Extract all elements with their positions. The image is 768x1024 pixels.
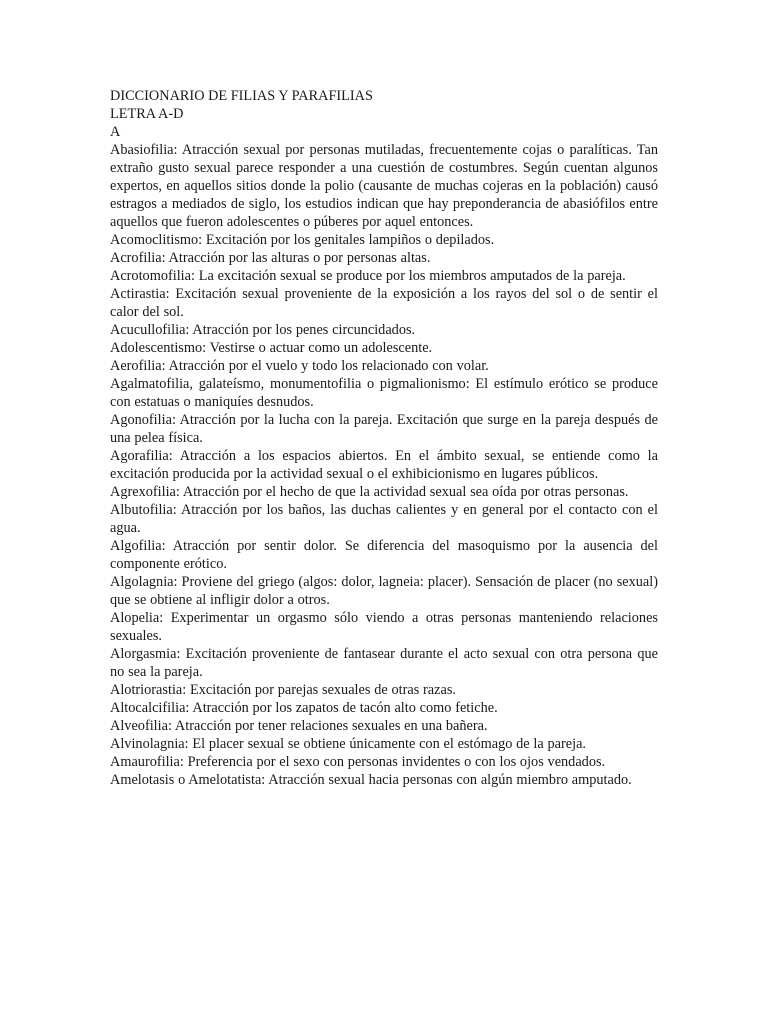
entry-actirastia: Actirastia: Excitación sexual proveniente de la exposición a los rayos del sol o de sentir el calor del sol. <box>110 286 658 320</box>
entry-acrotomofilia: Acrotomofilia: La excitación sexual se produce por los miembros amputados de la pareja. <box>110 268 626 284</box>
document-subtitle: LETRA A-D <box>110 106 184 122</box>
entry-algolagnia: Algolagnia: Proviene del griego (algos: dolor, lagneia: placer). Sensación de placer (no sexual) que se obtiene al infligir dolor a otros. <box>110 574 658 608</box>
entry-alveofilia: Alveofilia: Atracción por tener relaciones sexuales en una bañera. <box>110 718 488 734</box>
entry-agrexofilia: Agrexofilia: Atracción por el hecho de que la actividad sexual sea oída por otras personas. <box>110 484 629 500</box>
entry-alopelia: Alopelia: Experimentar un orgasmo sólo viendo a otras personas manteniendo relaciones sexuales. <box>110 610 658 644</box>
entry-list <box>110 141 658 789</box>
entry-alotriorastia: Alotriorastia: Excitación por parejas sexuales de otras razas. <box>110 682 456 698</box>
entry-agonofilia: Agonofilia: Atracción por la lucha con la pareja. Excitación que surge en la pareja después de una pelea física. <box>110 412 658 446</box>
document-title: DICCIONARIO DE FILIAS Y PARAFILIAS <box>110 88 373 104</box>
entry-acucullofilia: Acucullofilia: Atracción por los penes circuncidados. <box>110 322 416 338</box>
entry-aerofilia: Aerofilia: Atracción por el vuelo y todo los relacionado con volar. <box>110 358 489 374</box>
entry-acomoclitismo: Acomoclitismo: Excitación por los genitales lampiños o depilados. <box>110 232 495 248</box>
entry-adolescentismo: Adolescentismo: Vestirse o actuar como un adolescente. <box>110 340 433 356</box>
entry-agalmatofilia: Agalmatofilia, galateísmo, monumentofilia o pigmalionismo: El estímulo erótico se produce con estatuas o maniquíes desnudos. <box>110 376 658 410</box>
entry-amaurofilia: Amaurofilia: Preferencia por el sexo con personas invidentes o con los ojos vendados. <box>110 754 606 770</box>
entry-albutofilia: Albutofilia: Atracción por los baños, las duchas calientes y en general por el contacto con el agua. <box>110 502 658 536</box>
entry-alorgasmia: Alorgasmia: Excitación proveniente de fantasear durante el acto sexual con otra persona que no sea la pareja. <box>110 646 658 680</box>
entry-abasiofilia: Abasiofilia: Atracción sexual por personas mutiladas, frecuentemente cojas o paralíticas. Tan extraño gusto sexual parece responder a una cuestión de costumbres. Según cuentan algunos expertos, en aquellos sitios donde la polio (causante de muchas cojeras en la población) causó estragos a mediados de siglo, los estudios indican que hay preponderancia de abasiófilos entre aquellos que fueron adolescentes o púberes por aquel entonces. <box>110 142 658 230</box>
entry-amelotasis: Amelotasis o Amelotatista: Atracción sexual hacia personas con algún miembro amputado. <box>110 772 632 788</box>
entry-algofilia: Algofilia: Atracción por sentir dolor. Se diferencia del masoquismo por la ausencia del componente erótico. <box>110 538 658 572</box>
entry-alvinolagnia: Alvinolagnia: El placer sexual se obtiene únicamente con el estómago de la pareja. <box>110 736 586 752</box>
entry-altocalcifilia: Altocalcifilia: Atracción por los zapatos de tacón alto como fetiche. <box>110 700 498 716</box>
entry-agorafilia: Agorafilia: Atracción a los espacios abiertos. En el ámbito sexual, se entiende como la excitación producida por la actividad sexual o el exhibicionismo en lugares públicos. <box>110 448 658 482</box>
section-letter: A <box>110 124 121 140</box>
entry-acrofilia: Acrofilia: Atracción por las alturas o por personas altas. <box>110 250 431 266</box>
document-page <box>110 87 658 789</box>
